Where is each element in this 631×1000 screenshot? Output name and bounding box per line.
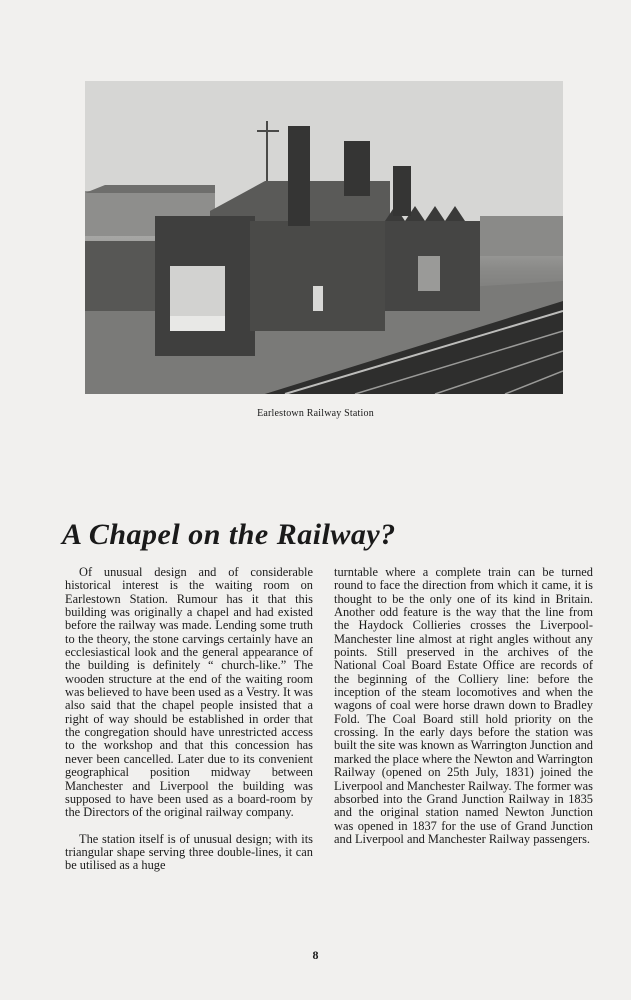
photo-caption: Earlestown Railway Station [257,408,374,419]
paragraph: Of unusual design and of considerable historical interest is the waiting room on Earlestown Station. Rumour has it that this building was originally a chapel and had existed before the railway was made. Lending some truth to the theory, the stone carvings certainly have an ecclesiastical look and the general appearance of the building is definitely “ church-like.” The wooden structure at the end of the waiting room was believed to have been used as a Vestry. It was also said that the chapel people insisted that a right of way should be established in order that the congregation should have unrestricted access to the workshop and that this concession has never been cancelled. Later due to its convenient geographical position midway between Manchester and Liverpool the building was supposed to have been used as a board-room by the Directors of the original railway company. [65,565,313,820]
paragraph: turntable where a complete train can be turned round to face the direction from which it came, it is thought to be the only one of its kind in Britain. Another odd feature is the way that the line from the Haydock Collieries crosses the Liverpool-Manchester line almost at right angles without any points. Still preserved in the archives of the National Coal Board Estate Office are records of the beginning of the Colliery line: before the inception of the steam locomotives and when the wagons of coal were horse drawn down to Bradley Fold. The Coal Board still hold priority on the crossing. In the early days before the station was built the site was known as Warrington Junction and marked the place where the Newton and Warrington Railway (opened on 25th July, 1831) joined the Liverpool and Manchester Railway. The former was absorbed into the Grand Junction Railway in 1835 and the original station named Newton Junction was opened in 1837 for the use of Grand Junction and Liverpool and Manchester Railway passengers. [334,565,593,846]
station-illustration [85,81,563,394]
right-column [334,566,593,846]
left-column [65,566,313,873]
paragraph: The station itself is of unusual design; with its triangular shape serving three double-lines, it can be utilised as a huge [65,831,313,873]
article-title: A Chapel on the Railway? [62,518,396,552]
station-photo [85,81,563,394]
page-number: 8 [312,948,319,962]
